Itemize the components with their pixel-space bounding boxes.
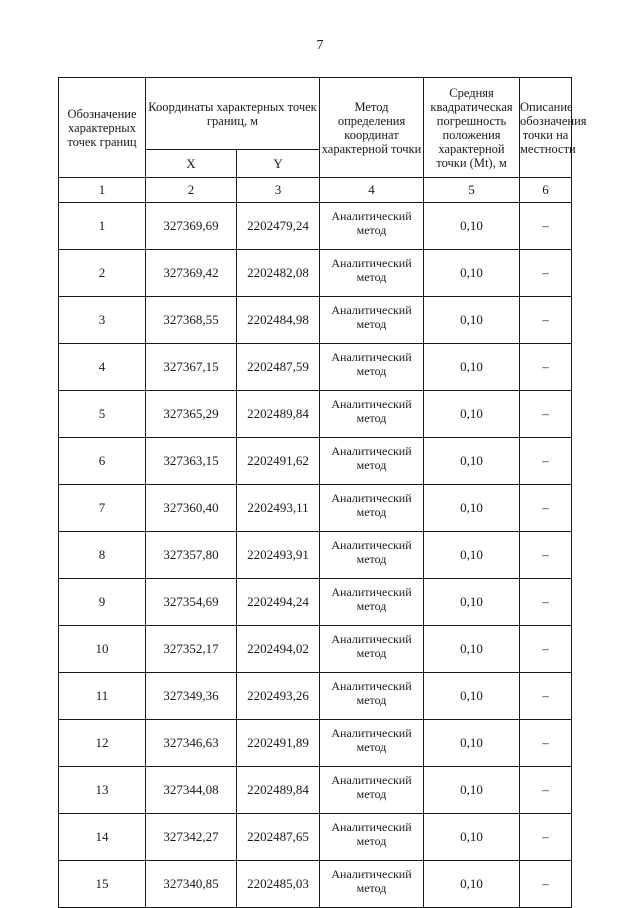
point-number-cell: 12 [59,720,146,767]
coord-y-cell: 2202493,91 [237,532,320,579]
coord-y-cell: 2202489,84 [237,767,320,814]
coord-y-cell: 2202494,02 [237,626,320,673]
point-number-cell: 3 [59,297,146,344]
table-row [59,250,572,297]
mean-error-cell: 0,10 [424,438,520,485]
coord-x-cell: 327368,55 [146,297,237,344]
header-mean-error: Средняя квадратическая погрешность положения характерной точки (Mt), м [424,78,520,178]
description-cell: – [520,720,572,767]
method-cell: Аналитический метод [320,344,424,391]
method-cell: Аналитический метод [320,814,424,861]
mean-error-cell: 0,10 [424,297,520,344]
method-cell: Аналитический метод [320,532,424,579]
column-number: 5 [424,178,520,203]
mean-error-cell: 0,10 [424,391,520,438]
coord-x-cell: 327363,15 [146,438,237,485]
description-cell: – [520,485,572,532]
table-row [59,391,572,438]
description-cell: – [520,532,572,579]
mean-error-cell: 0,10 [424,203,520,250]
table-row [59,485,572,532]
header-description: Описание обозначения точки на местности [520,78,572,178]
mean-error-cell: 0,10 [424,485,520,532]
coord-y-cell: 2202487,59 [237,344,320,391]
coord-x-cell: 327349,36 [146,673,237,720]
coord-y-cell: 2202491,89 [237,720,320,767]
coord-y-cell: 2202479,24 [237,203,320,250]
point-number-cell: 13 [59,767,146,814]
method-cell: Аналитический метод [320,203,424,250]
column-number: 1 [59,178,146,203]
method-cell: Аналитический метод [320,297,424,344]
description-cell: – [520,767,572,814]
coord-y-cell: 2202493,26 [237,673,320,720]
description-cell: – [520,203,572,250]
point-number-cell: 2 [59,250,146,297]
coord-x-cell: 327360,40 [146,485,237,532]
method-cell: Аналитический метод [320,438,424,485]
table-row [59,344,572,391]
header-y: Y [237,150,320,178]
header-method: Метод определения координат характерной точки [320,78,424,178]
table-row [59,814,572,861]
column-number: 6 [520,178,572,203]
coord-x-cell: 327354,69 [146,579,237,626]
method-cell: Аналитический метод [320,485,424,532]
coord-y-cell: 2202487,65 [237,814,320,861]
mean-error-cell: 0,10 [424,861,520,908]
header-coordinates: Координаты характерных точек границ, м [146,78,320,150]
boundary-points-table [58,77,587,908]
header-point-designation: Обозначение характерных точек границ [59,78,146,178]
table-row [59,673,572,720]
coord-y-cell: 2202493,11 [237,485,320,532]
column-number: 4 [320,178,424,203]
point-number-cell: 8 [59,532,146,579]
point-number-cell: 1 [59,203,146,250]
description-cell: – [520,438,572,485]
point-number-cell: 4 [59,344,146,391]
coord-x-cell: 327342,27 [146,814,237,861]
mean-error-cell: 0,10 [424,720,520,767]
coord-y-cell: 2202484,98 [237,297,320,344]
description-cell: – [520,391,572,438]
coord-y-cell: 2202494,24 [237,579,320,626]
table-row [59,579,572,626]
mean-error-cell: 0,10 [424,814,520,861]
point-number-cell: 7 [59,485,146,532]
table-row [59,297,572,344]
method-cell: Аналитический метод [320,391,424,438]
coord-y-cell: 2202489,84 [237,391,320,438]
method-cell: Аналитический метод [320,250,424,297]
description-cell: – [520,579,572,626]
method-cell: Аналитический метод [320,720,424,767]
point-number-cell: 14 [59,814,146,861]
point-number-cell: 10 [59,626,146,673]
description-cell: – [520,673,572,720]
coord-x-cell: 327369,69 [146,203,237,250]
coord-x-cell: 327369,42 [146,250,237,297]
coord-x-cell: 327346,63 [146,720,237,767]
coord-x-cell: 327340,85 [146,861,237,908]
table-row [59,767,572,814]
mean-error-cell: 0,10 [424,532,520,579]
coord-y-cell: 2202485,03 [237,861,320,908]
mean-error-cell: 0,10 [424,767,520,814]
method-cell: Аналитический метод [320,579,424,626]
point-number-cell: 6 [59,438,146,485]
coord-x-cell: 327357,80 [146,532,237,579]
page-number: 7 [316,38,324,53]
point-number-cell: 5 [59,391,146,438]
description-cell: – [520,250,572,297]
table-row [59,861,572,908]
mean-error-cell: 0,10 [424,626,520,673]
method-cell: Аналитический метод [320,626,424,673]
mean-error-cell: 0,10 [424,673,520,720]
header-x: X [146,150,237,178]
point-number-cell: 15 [59,861,146,908]
column-numbers-row [59,178,572,203]
description-cell: – [520,626,572,673]
description-cell: – [520,344,572,391]
coord-y-cell: 2202491,62 [237,438,320,485]
point-number-cell: 9 [59,579,146,626]
method-cell: Аналитический метод [320,861,424,908]
mean-error-cell: 0,10 [424,579,520,626]
table-row [59,532,572,579]
table-row [59,626,572,673]
point-number-cell: 11 [59,673,146,720]
method-cell: Аналитический метод [320,673,424,720]
coord-x-cell: 327365,29 [146,391,237,438]
coord-x-cell: 327352,17 [146,626,237,673]
mean-error-cell: 0,10 [424,344,520,391]
column-number: 2 [146,178,237,203]
description-cell: – [520,814,572,861]
method-cell: Аналитический метод [320,767,424,814]
column-number: 3 [237,178,320,203]
description-cell: – [520,861,572,908]
mean-error-cell: 0,10 [424,250,520,297]
description-cell: – [520,297,572,344]
coord-y-cell: 2202482,08 [237,250,320,297]
table-row [59,203,572,250]
table-row [59,438,572,485]
coord-x-cell: 327367,15 [146,344,237,391]
coord-x-cell: 327344,08 [146,767,237,814]
table-row [59,720,572,767]
